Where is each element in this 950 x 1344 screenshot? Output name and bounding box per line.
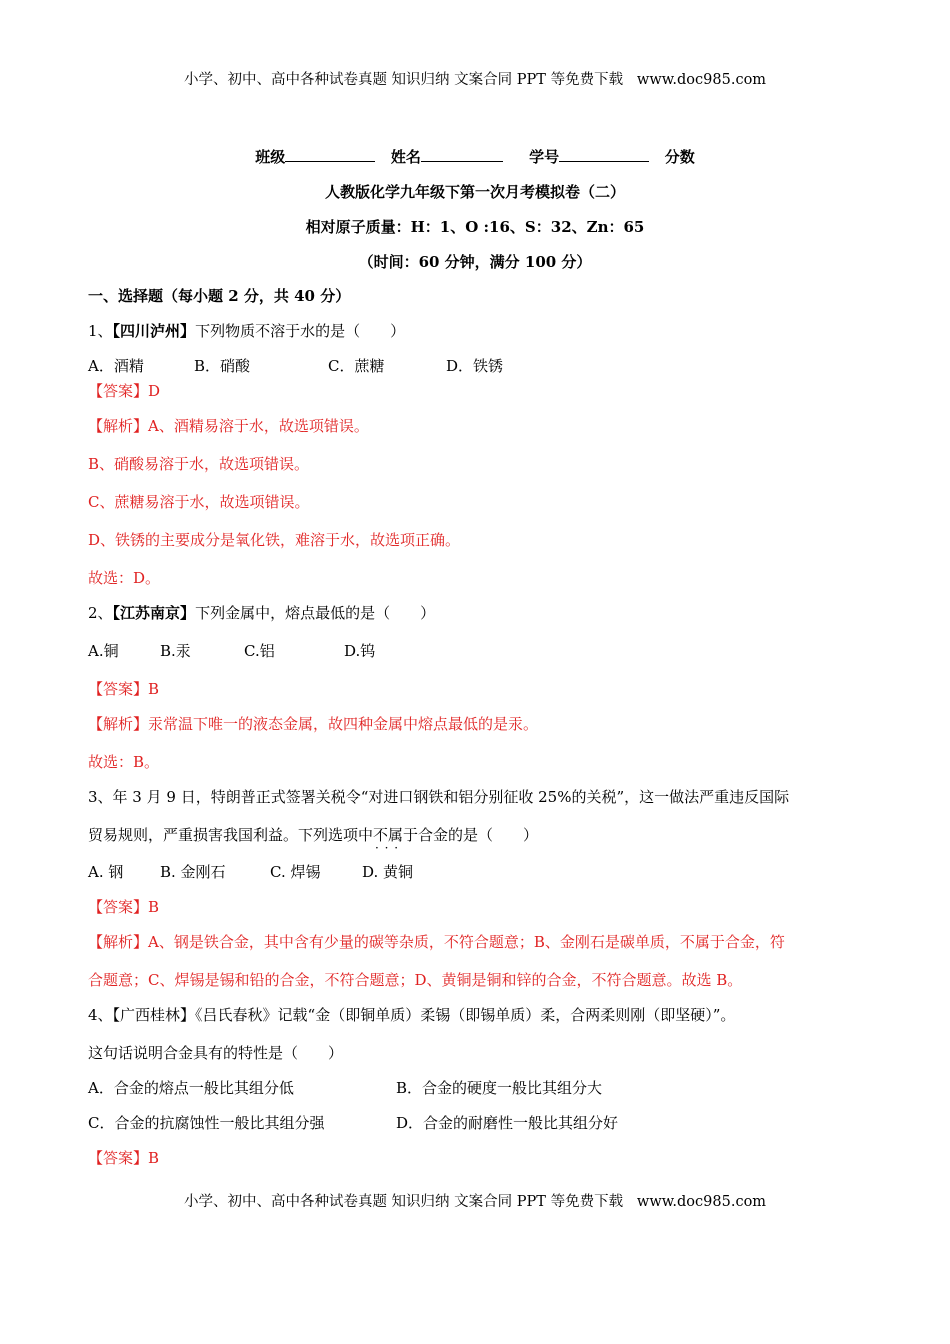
page-footer [0,1190,950,1211]
question-3-line-1: 3、年 3 月 9 日，特朗普正式签署关税令“对进口钢铁和铝分别征收 25%的关税”，这一做法严重违反国际 [88,788,790,806]
name-blank [421,147,503,162]
q1-conclusion: 故选：D。 [88,569,161,587]
q3-option-a: A. 钢 [88,863,124,881]
q1-number: 1、 [88,322,113,340]
q4-option-c: C．合金的抗腐蚀性一般比其组分强 [88,1114,325,1132]
q1-analysis-1: 【解析】A、酒精易溶于水，故选项错误。 [88,417,369,435]
q1-option-d: D．铁锈 [446,357,504,375]
name-label: 姓名 [390,148,421,166]
header-url: www.doc985.com [636,72,767,88]
q1-option-b: B．硝酸 [194,357,251,375]
q3-options [88,862,413,882]
q3-stem-a: 贸易规则，严重损害我国利益。下列选项中 [88,826,374,844]
q3-option-d: D. 黄铜 [362,863,414,881]
q2-answer: 【答案】B [88,680,160,698]
page-header [0,68,950,89]
q4-options-row-2 [88,1113,618,1133]
q2-conclusion: 故选：B。 [88,753,160,771]
q2-analysis: 【解析】汞常温下唯一的液态金属，故四种金属中熔点最低的是汞。 [88,715,539,733]
q2-option-d: D.钨 [344,642,376,660]
q1-answer: 【答案】D [88,382,161,400]
q2-option-c: C.铝 [244,642,275,660]
q1-analysis-4: D、铁锈的主要成分是氧化铁，难溶于水，故选项正确。 [88,531,461,549]
id-label: 学号 [529,148,560,166]
q2-option-b: B.汞 [160,642,191,660]
score-label: 分数 [664,148,695,166]
q1-analysis-2: B、硝酸易溶于水，故选项错误。 [88,455,310,473]
exam-title: 人教版化学九年级下第一次月考模拟卷（二） [324,183,625,201]
q3-analysis-2: 合题意；C、焊锡是锡和铅的合金，不符合题意；D、黄铜是铜和锌的合金，不符合题意。故选 B。 [88,971,743,989]
time-info: （时间：60 分钟，满分 100 分） [358,253,592,271]
q3-emphasis: 不属于 · · · [373,826,418,844]
q3-option-b: B. 金刚石 [160,863,226,881]
q3-analysis-1: 【解析】A、钢是铁合金，其中含有少量的碳等杂质，不符合题意；B、金刚石是碳单质，不属于合金，符 [88,933,785,951]
q4-option-b: B．合金的硬度一般比其组分大 [396,1079,603,1097]
id-blank [559,147,649,162]
q3-answer: 【答案】B [88,898,160,916]
footer-text: 小学、初中、高中各种试卷真题 知识归纳 文案合同 PPT 等免费下载 [183,1194,624,1210]
q1-source: 【四川泸州】 [112,322,196,340]
q4-option-a: A．合金的熔点一般比其组分低 [88,1079,294,1097]
section-heading: 一、选择题（每小题 2 分，共 40 分） [88,287,351,305]
question-1 [88,321,405,341]
footer-url: www.doc985.com [636,1194,767,1210]
question-4-line-2: 这句话说明合金具有的特性是（ ） [88,1044,344,1062]
q1-option-c: C．蔗糖 [328,357,385,375]
student-info-line [0,146,950,167]
question-2 [88,603,435,623]
question-4-line-1: 4、【广西桂林】《吕氏春秋》记载“金（即铜单质）柔锡（即锡单质）柔，合两柔则刚（即坚硬）”。 [88,1006,736,1024]
q1-options [88,356,503,376]
q2-source: 【江苏南京】 [112,604,196,622]
q1-option-a: A．酒精 [88,357,144,375]
q2-options [88,641,375,661]
header-text: 小学、初中、高中各种试卷真题 知识归纳 文案合同 PPT 等免费下载 [183,72,624,88]
atomic-mass: 相对原子质量：H：1、O :16、S：32、Zn：65 [305,218,645,236]
q3-option-c: C. 焊锡 [270,863,321,881]
q1-analysis-3: C、蔗糖易溶于水，故选项错误。 [88,493,310,511]
class-label: 班级 [255,148,286,166]
question-3-line-2 [88,825,538,845]
q2-number: 2、 [88,604,113,622]
q2-stem: 下列金属中，熔点最低的是（ ） [195,604,436,622]
class-blank [285,147,375,162]
q4-options-row-1 [88,1078,602,1098]
q4-option-d: D．合金的耐磨性一般比其组分好 [396,1114,619,1132]
q3-stem-c: 合金的是（ ） [418,826,539,844]
q4-answer: 【答案】B [88,1149,160,1167]
q2-option-a: A.铜 [88,642,119,660]
q1-stem: 下列物质不溶于水的是（ ） [195,322,406,340]
